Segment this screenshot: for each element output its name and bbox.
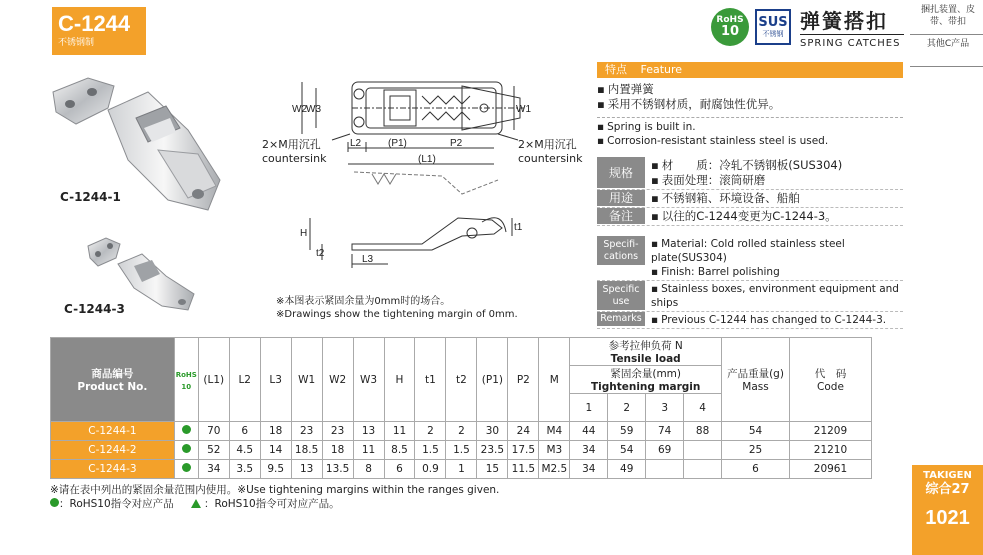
rohs-dot-icon (182, 425, 191, 434)
spec-key: 备注 (597, 208, 645, 225)
dim-cell: 8 (353, 460, 384, 479)
load-cell: 88 (684, 422, 722, 441)
dim-p2: P2 (450, 138, 463, 149)
mass-cell: 25 (722, 441, 790, 460)
col-dim: M (539, 338, 570, 422)
rohs-triangle-icon (191, 499, 201, 508)
col-margin: 4 (684, 394, 722, 422)
col-margin: 3 (646, 394, 684, 422)
dim-l1: (L1) (418, 154, 436, 165)
dim-cell: 2 (415, 422, 446, 441)
dim-w1: W1 (516, 104, 531, 115)
list-item: ▪ Corrosion-resistant stainless steel is used. (597, 134, 828, 148)
table-row (51, 460, 872, 479)
dim-cell: 70 (198, 422, 229, 441)
spec-table-en (597, 236, 903, 329)
dim-cell: M3 (539, 441, 570, 460)
dim-cell: 11.5 (508, 460, 539, 479)
spec-table-cn (597, 157, 903, 226)
page-title-cn: 弹簧搭扣 (800, 9, 888, 33)
table-row (51, 441, 872, 460)
col-dim: t2 (446, 338, 477, 422)
spec-value: ▪ Stainless boxes, environment equipment and ships (651, 281, 903, 311)
spec-key: Specific use (597, 281, 645, 311)
col-dim: t1 (415, 338, 446, 422)
mass-cell: 6 (722, 460, 790, 479)
col-dim: L3 (260, 338, 291, 422)
countersink-left-en: countersink (262, 152, 327, 165)
dim-cell: 34 (198, 460, 229, 479)
col-tensile-load: 参考拉伸负荷 N Tensile load (570, 338, 722, 366)
spec-row (597, 190, 903, 208)
feature-label-en: Feature (640, 63, 683, 76)
rohs-dot-icon (182, 444, 191, 453)
code-cell: 21209 (789, 422, 871, 441)
product-no-cell: C-1244-1 (51, 422, 175, 441)
section: 综合27 (925, 482, 970, 497)
feature-label-cn: 特点 (605, 63, 627, 76)
dim-cell: 9.5 (260, 460, 291, 479)
spec-value: ▪ 不锈钢箱、环境设备、船舶 (651, 190, 903, 207)
dim-cell: M4 (539, 422, 570, 441)
footnotes (50, 483, 499, 511)
product-material: 不锈钢制 (58, 38, 95, 48)
col-product-no: 商品编号 Product No. (51, 338, 175, 422)
dim-cell: 1.5 (415, 441, 446, 460)
photo-label-c-1244-3: C-1244-3 (64, 302, 125, 316)
col-tightening-margin: 紧固余量(mm) Tightening margin (570, 366, 722, 394)
side-category-other: 其他C产品 (926, 39, 970, 49)
photo-label-c-1244-1: C-1244-1 (60, 190, 121, 204)
col-dim: W1 (291, 338, 322, 422)
dim-cell: 30 (477, 422, 508, 441)
certification-logos (711, 8, 791, 46)
load-cell: 34 (570, 460, 608, 479)
load-cell: 74 (646, 422, 684, 441)
rohs-dot-icon (182, 463, 191, 472)
drawing-note-en: ※Drawings show the tightening margin of 0mm. (276, 309, 518, 320)
load-cell: 69 (646, 441, 684, 460)
dim-cell: 3.5 (229, 460, 260, 479)
dim-p1: (P1) (388, 138, 407, 149)
dim-cell: 0.9 (415, 460, 446, 479)
dim-w2: W2 (292, 104, 307, 115)
rohs-cell (174, 422, 198, 441)
dim-cell: 4.5 (229, 441, 260, 460)
load-cell: 44 (570, 422, 608, 441)
load-cell: 59 (608, 422, 646, 441)
spec-key: 用途 (597, 190, 645, 207)
brand: TAKIGEN (923, 470, 972, 481)
product-code: C-1244 (58, 11, 131, 36)
spec-value: ▪ 材 质：冷轧不锈钢板(SUS304) ▪ 表面处理：滚筒研磨 (651, 157, 903, 189)
dim-l3: L3 (362, 254, 374, 265)
dim-cell: 24 (508, 422, 539, 441)
drawing-note (276, 295, 518, 321)
rohs-cell (174, 441, 198, 460)
dim-cell: 8.5 (384, 441, 415, 460)
col-dim: (P1) (477, 338, 508, 422)
load-cell (646, 460, 684, 479)
dim-t1: t1 (514, 222, 523, 233)
footnote-rohs: ：RoHS10指令对应产品 ：RoHS10指令可对应产品。 (50, 497, 499, 511)
col-rohs: RoHS 10 (174, 338, 198, 422)
col-code: 代 码 Code (789, 338, 871, 422)
dim-cell: 6 (229, 422, 260, 441)
page-title-en: SPRING CATCHES (800, 34, 904, 51)
load-cell: 54 (608, 441, 646, 460)
col-dim: H (384, 338, 415, 422)
dim-l2: L2 (350, 138, 362, 149)
dim-cell: M2.5 (539, 460, 570, 479)
dim-cell: 11 (353, 441, 384, 460)
load-cell (684, 460, 722, 479)
spec-row (597, 208, 903, 226)
dim-cell: 18.5 (291, 441, 322, 460)
spec-row (597, 312, 903, 329)
dim-cell: 13 (291, 460, 322, 479)
load-cell: 49 (608, 460, 646, 479)
list-item: ▪ 内置弹簧 (597, 82, 780, 97)
dim-cell: 23 (322, 422, 353, 441)
spec-key: Specifi-cations (597, 236, 645, 266)
spec-row (597, 157, 903, 190)
dim-cell: 52 (198, 441, 229, 460)
page-tab (912, 465, 983, 555)
spec-row (597, 236, 903, 281)
rohs-dot-icon (50, 498, 59, 507)
dim-cell: 18 (260, 422, 291, 441)
col-margin: 2 (608, 394, 646, 422)
spec-value: ▪ Previous C-1244 has changed to C-1244-3. (651, 312, 903, 328)
rohs-logo: RoHS 10 (711, 8, 749, 46)
spec-value: ▪ 以往的C-1244变更为C-1244-3。 (651, 208, 903, 225)
spec-value: ▪ Material: Cold rolled stainless steel plate(SUS304) ▪ Finish: Barrel polishing (651, 236, 903, 280)
rohs-cell (174, 460, 198, 479)
list-item: ▪ 采用不锈钢材质，耐腐蚀性优异。 (597, 97, 780, 112)
code-cell: 21210 (789, 441, 871, 460)
spec-key: Remarks (597, 312, 645, 327)
product-photo-c-1244-3 (84, 232, 199, 312)
dim-t2: t2 (316, 248, 325, 259)
countersink-right-en: countersink (518, 152, 583, 165)
feature-header (597, 62, 903, 78)
spec-row (597, 281, 903, 312)
dim-w3: W3 (306, 104, 321, 115)
dim-cell: 18 (322, 441, 353, 460)
col-dim: L2 (229, 338, 260, 422)
sus-logo: SUS 不锈钢 (755, 9, 791, 45)
dim-cell: 1.5 (446, 441, 477, 460)
col-margin: 1 (570, 394, 608, 422)
col-mass: 产品重量(g) Mass (722, 338, 790, 422)
dim-cell: 15 (477, 460, 508, 479)
divider (910, 66, 983, 67)
mass-cell: 54 (722, 422, 790, 441)
dim-h: H (300, 228, 308, 239)
col-dim: (L1) (198, 338, 229, 422)
feature-list-en (597, 120, 828, 148)
page-number: 1021 (925, 507, 970, 529)
dim-cell: 13.5 (322, 460, 353, 479)
spec-key: 规格 (597, 157, 645, 189)
dim-cell: 13 (353, 422, 384, 441)
table-row (51, 422, 872, 441)
page-title (800, 8, 904, 51)
divider (910, 34, 983, 35)
dim-cell: 11 (384, 422, 415, 441)
col-dim: W3 (353, 338, 384, 422)
list-item: ▪ Spring is built in. (597, 120, 828, 134)
dim-cell: 6 (384, 460, 415, 479)
countersink-right-cn: 2×M用沉孔 (518, 138, 577, 151)
dim-cell: 17.5 (508, 441, 539, 460)
countersink-left-cn: 2×M用沉孔 (262, 138, 321, 151)
product-no-cell: C-1244-3 (51, 460, 175, 479)
dim-cell: 14 (260, 441, 291, 460)
side-category-straps: 捆扎装置、皮带、带扣 (920, 5, 975, 27)
dim-cell: 2 (446, 422, 477, 441)
drawing-note-cn: ※本图表示紧固余量为0mm时的场合。 (276, 296, 451, 307)
dim-cell: 1 (446, 460, 477, 479)
load-cell (684, 441, 722, 460)
product-no-cell: C-1244-2 (51, 441, 175, 460)
dim-cell: 23.5 (477, 441, 508, 460)
footnote-range: ※请在表中列出的紧固余量范围内使用。※Use tightening margins within the ranges given. (50, 484, 500, 496)
col-dim: W2 (322, 338, 353, 422)
divider (597, 117, 903, 118)
dimension-table (50, 337, 872, 479)
technical-drawing (262, 68, 598, 290)
dim-cell: 23 (291, 422, 322, 441)
col-dim: P2 (508, 338, 539, 422)
code-cell: 20961 (789, 460, 871, 479)
load-cell: 34 (570, 441, 608, 460)
feature-list-cn (597, 82, 780, 112)
product-code-badge (52, 7, 146, 55)
